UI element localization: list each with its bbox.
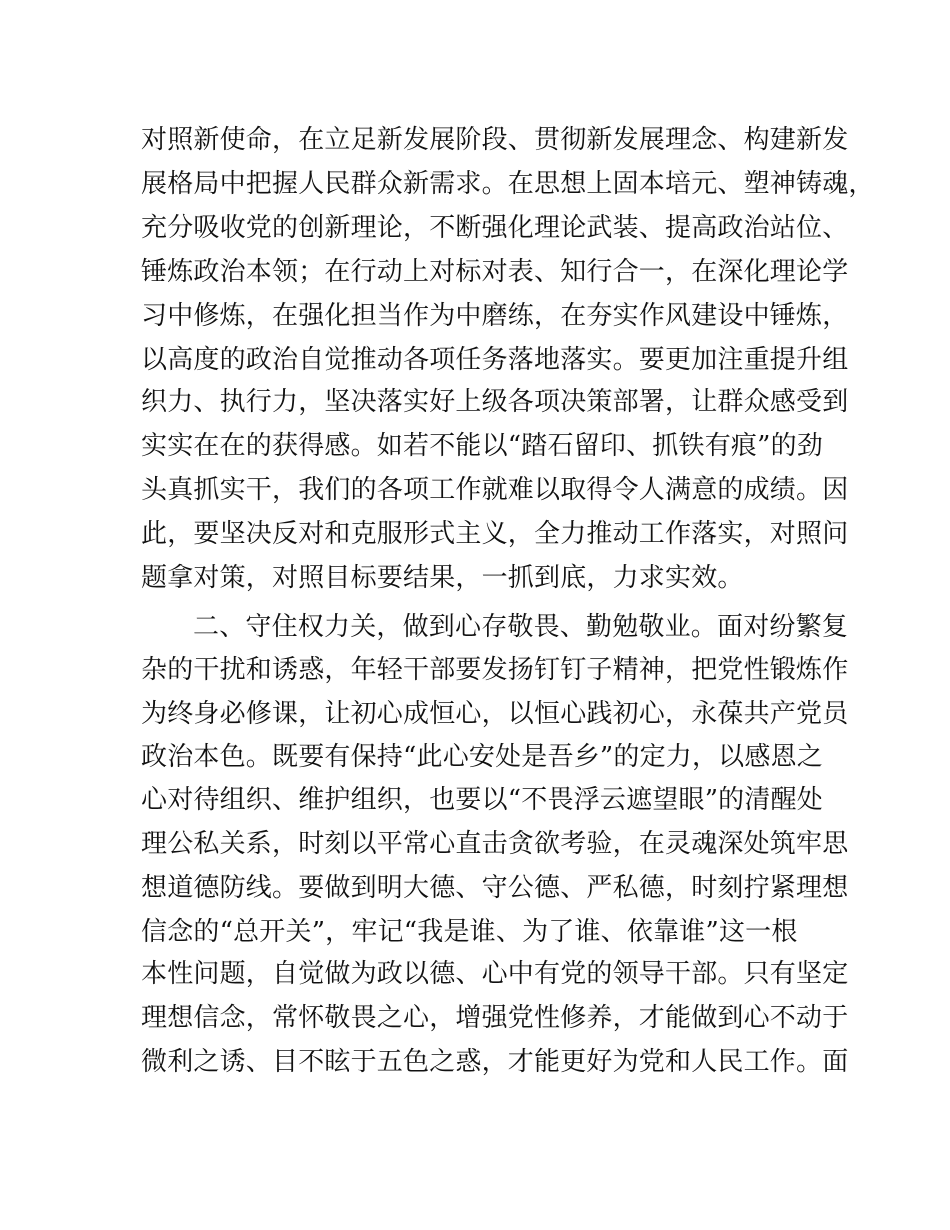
paragraph-line: 想道德防线。要做到明大德、守公德、严私德，时刻拧紧理想 xyxy=(141,873,849,903)
paragraph-line: 对照新使命，在立足新发展阶段、贯彻新发展理念、构建新发 xyxy=(141,125,849,155)
paragraph-line: 信念的“总开关”，牢记“我是谁、为了谁、依靠谁”这一根 xyxy=(141,917,798,947)
paragraph-line: 头真抓实干，我们的各项工作就难以取得令人满意的成绩。因 xyxy=(141,475,849,505)
paragraph-line: 心对待组织、维护组织，也要以“不畏浮云遮望眼”的清醒处 xyxy=(141,785,823,815)
paragraph-line: 习中修炼，在强化担当作为中磨练，在夯实作风建设中锤炼， xyxy=(141,301,849,331)
paragraph-line: 理想信念，常怀敬畏之心，增强党性修养，才能做到心不动于 xyxy=(141,1003,849,1033)
paragraph-line: 织力、执行力，坚决落实好上级各项决策部署，让群众感受到 xyxy=(141,387,849,417)
paragraph-line: 以高度的政治自觉推动各项任务落地落实。要更加注重提升组 xyxy=(141,345,849,375)
paragraph-line: 二、守住权力关，做到心存敬畏、勤勉敬业。面对纷繁复 xyxy=(193,612,849,642)
paragraph-line: 题拿对策，对照目标要结果，一抓到底，力求实效。 xyxy=(141,563,744,593)
paragraph-line: 杂的干扰和诱惑，年轻干部要发扬钉钉子精神，把党性锻炼作 xyxy=(141,655,849,685)
paragraph-line: 展格局中把握人民群众新需求。在思想上固本培元、塑神铸魂， xyxy=(141,169,875,199)
paragraph-line: 政治本色。既要有保持“此心安处是吾乡”的定力，以感恩之 xyxy=(141,742,823,772)
paragraph-line: 微利之诱、目不眩于五色之惑，才能更好为党和人民工作。面 xyxy=(141,1047,849,1077)
paragraph-line: 此，要坚决反对和克服形式主义，全力推动工作落实，对照问 xyxy=(141,519,849,549)
paragraph-line: 为终身必修课，让初心成恒心，以恒心践初心，永葆共产党员 xyxy=(141,699,849,729)
paragraph-line: 本性问题，自觉做为政以德、心中有党的领导干部。只有坚定 xyxy=(141,959,849,989)
paragraph-line: 实实在在的获得感。如若不能以“踏石留印、抓铁有痕”的劲 xyxy=(141,431,823,461)
paragraph-line: 理公私关系，时刻以平常心直击贪欲考验，在灵魂深处筑牢思 xyxy=(141,829,849,859)
paragraph-line: 锤炼政治本领；在行动上对标对表、知行合一，在深化理论学 xyxy=(141,257,849,287)
paragraph-line: 充分吸收党的创新理论，不断强化理论武装、提高政治站位、 xyxy=(141,213,849,243)
